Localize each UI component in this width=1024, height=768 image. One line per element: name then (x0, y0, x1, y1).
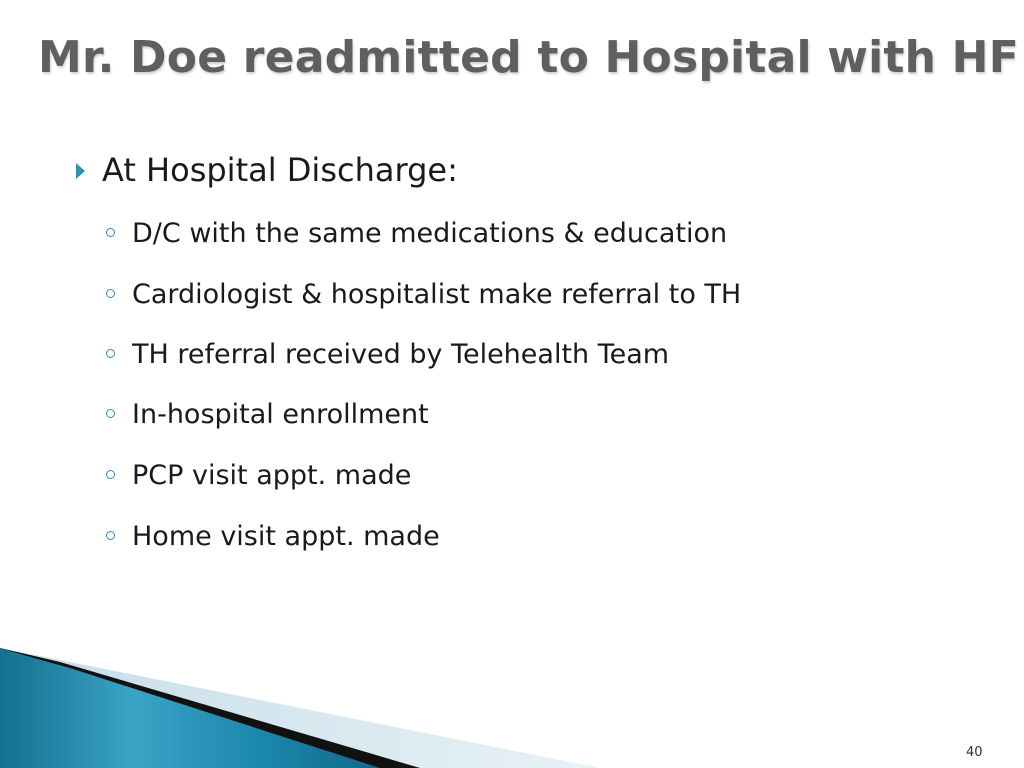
list-item-text: In-hospital enrollment (132, 399, 429, 430)
hollow-circle-icon (106, 531, 115, 540)
hollow-circle-icon (106, 228, 115, 237)
list-item-text: PCP visit appt. made (132, 460, 412, 491)
list-item-text: Cardiologist & hospitalist make referral to TH (132, 279, 742, 310)
slide-title: Mr. Doe readmitted to Hospital with HF (38, 32, 1019, 83)
page-number: 40 (966, 745, 983, 760)
list-item-text: TH referral received by Telehealth Team (132, 339, 670, 370)
hollow-circle-icon (106, 349, 115, 358)
wave-light-band (0, 648, 600, 768)
wave-dark-band (0, 648, 420, 768)
hollow-circle-icon (106, 289, 115, 298)
list-item-text: Home visit appt. made (132, 521, 440, 552)
triangle-right-icon (76, 163, 85, 179)
list-item (106, 517, 986, 557)
list-item-text: D/C with the same medications & education (132, 218, 728, 249)
list-item (106, 395, 986, 435)
list-item (106, 275, 986, 315)
wave-teal-band (0, 648, 380, 768)
hollow-circle-icon (106, 470, 115, 479)
hollow-circle-icon (106, 409, 115, 418)
list-item (106, 335, 986, 375)
list-item (106, 214, 986, 254)
list-item (106, 456, 986, 496)
main-bullet-text: At Hospital Discharge: (102, 151, 458, 189)
